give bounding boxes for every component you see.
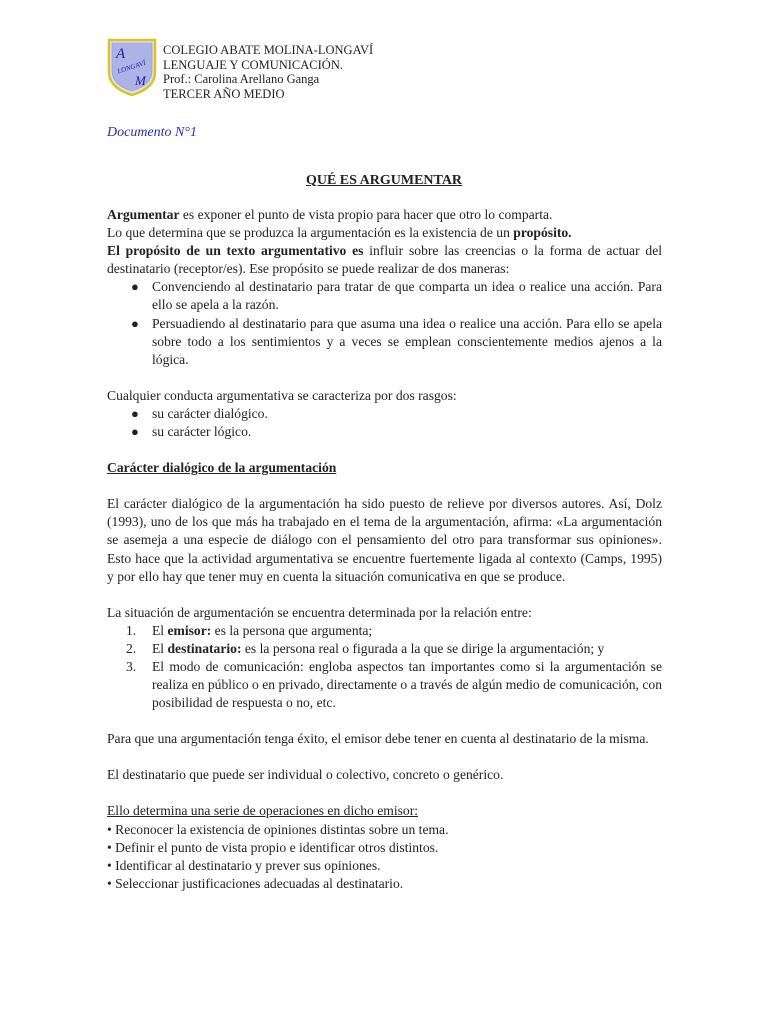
bullet-icon: ● [131,315,139,331]
list-number: 1. [126,622,137,638]
term-argumentar: Argumentar [107,207,180,222]
situation-list [107,622,662,712]
list-item [107,658,662,712]
list-item [107,405,662,423]
logo-letter-m: M [135,73,146,88]
school-name: COLEGIO ABATE MOLINA-LONGAVÍ [163,43,374,57]
list-item-pre: El [152,640,168,656]
logo-letter-a: A [116,46,126,62]
list-item-text: Convenciendo al destinatario para tratar de que comparta un idea o realice una acción. Para ello se apela a la razón. [152,279,662,313]
list-item-text: es la persona que argumenta; [211,622,373,638]
teacher-name: Prof.: Carolina Arellano Ganga [163,72,320,86]
intro-line-2 [107,224,662,242]
intro-line-1 [107,206,662,224]
document-body [107,206,662,893]
subject-name: LENGUAJE Y COMUNICACIÓN. [163,57,343,72]
list-item [107,423,662,441]
success-paragraph: Para que una argumentación tenga éxito, el emisor debe tener en cuenta al destinatario de la misma. [107,731,649,747]
school-crest-logo [107,38,157,96]
dialogic-paragraph: El carácter dialógico de la argumentación ha sido puesto de relieve por diversos autores. Así, Dolz (1993), uno de los que más ha trabajado en el tema de la argumentación, afirma: «La argumentación se asemeja a una especie de diálogo con el pensamiento del otro para transformar sus opiniones». Esto hace que la actividad argumentativa se encuentre fuertemente ligada al contexto (Camps, 1995) y por ello hay que tener muy en cuenta la situación comunicativa en que se produce. [107,496,662,584]
list-item-text: su carácter lógico. [152,424,252,440]
operations-heading: Ello determina una serie de operaciones en dicho emisor: [107,803,419,819]
operation-item: • Definir el punto de vista propio e identificar otros distintos. [107,839,439,855]
traits-list [107,405,662,441]
list-item [107,315,662,369]
intro-line-1-text: es exponer el punto de vista propio para hacer que otro lo comparta. [179,207,553,222]
list-item [107,640,662,658]
operation-item: • Seleccionar justificaciones adecuadas al destinatario. [107,875,404,891]
list-item-pre: El [152,622,168,638]
list-item-text: Persuadiendo al destinatario para que asuma una idea o realice una acción. Para ello se apela sobre todo a los sentimientos y a veces se emplean conscientemente medios ajenos a la lógica. [152,315,662,367]
list-item-text: su carácter dialógico. [152,405,268,421]
list-item [107,278,662,314]
intro-line-3 [107,242,662,278]
list-item-text: es la persona real o figurada a la que se dirige la argumentación; y [241,640,605,656]
school-info [163,43,373,101]
intro-line-3-text: influir sobre las creencias o la forma de actuar del destinatario (receptor/es). Ese propósito se puede realizar de dos maneras: [107,243,663,277]
document-title: QUÉ ES ARGUMENTAR [305,173,463,188]
manners-list [107,278,662,368]
term-proposito: propósito. [513,225,572,241]
bullet-icon: ● [131,279,139,295]
purpose-statement: El propósito de un texto argumentativo es [107,243,364,259]
bullet-icon: ● [131,424,139,440]
bullet-icon: ● [131,405,139,421]
intro-line-2-text: Lo que determina que se produzca la argumentación es la existencia de un [107,225,514,241]
list-number: 3. [126,658,137,674]
document-number: Documento N°1 [107,125,197,140]
recipient-paragraph: El destinatario que puede ser individual o colectivo, concreto o genérico. [107,767,504,783]
traits-intro: Cualquier conducta argumentativa se caracteriza por dos rasgos: [107,387,457,403]
term-destinatario: destinatario: [167,640,242,656]
term-emisor: emisor: [167,622,212,638]
section-heading-dialogic: Carácter dialógico de la argumentación [107,460,337,476]
list-item-text: El modo de comunicación: engloba aspectos tan importantes como si la argumentación se realiza en público o en privado, directamente o a través de algún medio de comunicación, con posibilidad de respuesta o no, etc. [152,658,662,711]
operation-item: • Reconocer la existencia de opiniones distintas sobre un tema. [107,821,449,837]
list-number: 2. [126,640,137,656]
logo-word-longavi: LONGAVÍ [116,58,147,76]
list-item [107,622,662,640]
grade-level: TERCER AÑO MEDIO [163,86,285,101]
situation-intro: La situación de argumentación se encuentra determinada por la relación entre: [107,604,532,620]
operation-item: • Identificar al destinatario y prever sus opiniones. [107,857,381,873]
